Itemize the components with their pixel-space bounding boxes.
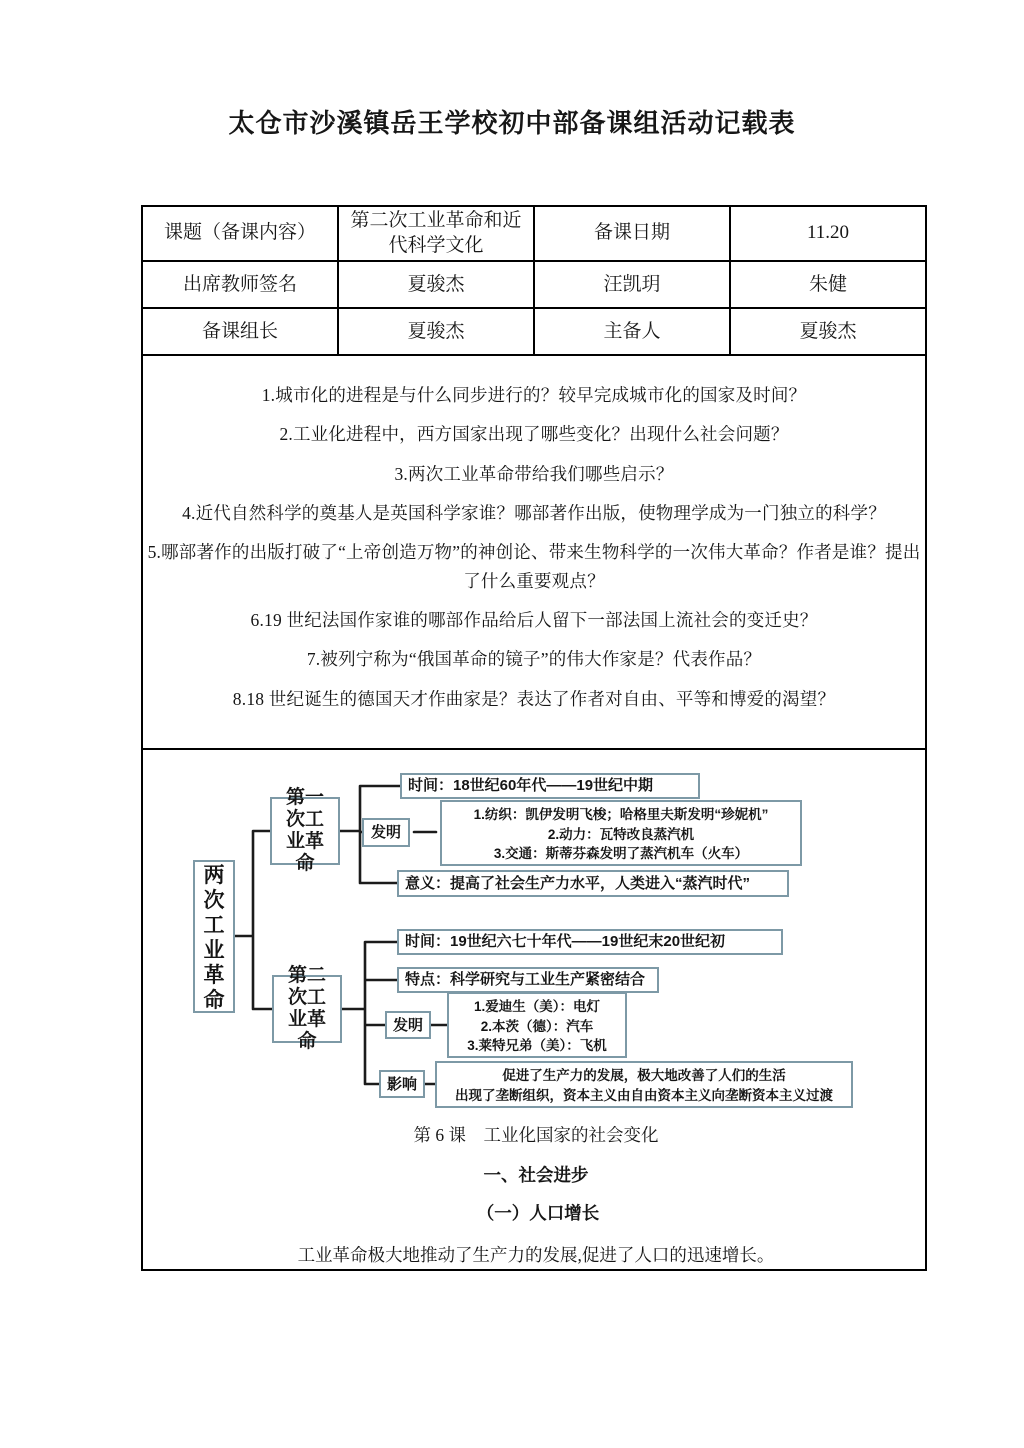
document-title: 太仓市沙溪镇岳王学校初中部备课组活动记载表 [228, 109, 796, 138]
cell-mainpreparer-label: 主备人 [534, 308, 730, 355]
question-8: 8.18 世纪诞生的德国天才作曲家是？表达了作者对自由、平等和博爱的渴望？ [232, 688, 836, 709]
cell-teachers-label: 出席教师签名 [142, 261, 338, 308]
cell-teacher-3: 朱健 [730, 261, 926, 308]
question-5: 5.哪部著作的出版打破了“上帝创造万物”的神创论、带来生物科学的一次伟大革命？作者是谁？提出了什么重要观点？ [147, 542, 921, 591]
questions-cell [142, 355, 926, 749]
diagram-root-node: 两次工业革命 [193, 860, 235, 1013]
cell-topic-label: 课题（备课内容） [142, 206, 338, 261]
lesson-section-title: 一、社会进步 [483, 1165, 589, 1186]
diagram-first-meaning-box: 意义：提高了社会生产力水平，人类进入“蒸汽时代” [397, 870, 789, 897]
question-1: 1.城市化的进程是与什么同步进行的？较早完成城市化的国家及时间？ [261, 384, 807, 405]
question-3: 3.两次工业革命带给我们哪些启示？ [394, 463, 674, 484]
record-table [141, 205, 927, 1271]
cell-mainpreparer-value: 夏骏杰 [730, 308, 926, 355]
content-cell [142, 749, 926, 1270]
question-6: 6.19 世纪法国作家谁的哪部作品给后人留下一部法国上流社会的变迁史？ [250, 609, 818, 630]
diagram-second-impact-2: 出现了垄断组织，资本主义由自由资本主义向垄断资本主义过渡 [455, 1087, 833, 1103]
table-row [142, 355, 926, 749]
diagram-second-revolution-node: 第二次工业革命 [272, 975, 342, 1043]
diagram-second-inventions-box [447, 992, 627, 1058]
question-7: 7.被列宁称为“俄国革命的镜子”的伟大作家是？代表作品？ [306, 649, 762, 670]
cell-teacher-1: 夏骏杰 [338, 261, 534, 308]
diagram-second-invention-1: 1.爱迪生（美）：电灯 [473, 999, 600, 1015]
diagram-first-invention-label: 发明 [362, 818, 410, 847]
industrial-revolutions-mindmap [147, 752, 883, 1114]
diagram-second-feature-box: 特点：科学研究与工业生产紧密结合 [397, 967, 659, 993]
lesson-subsection-title: （一）人口增长 [476, 1203, 600, 1224]
cell-topic-value: 第二次工业革命和近代科学文化 [338, 206, 534, 261]
diagram-first-invention-1: 1.纺织：凯伊发明飞梭；哈格里夫斯发明“珍妮机” [473, 807, 769, 823]
diagram-second-invention-label: 发明 [385, 1011, 431, 1039]
cell-groupleader-label: 备课组长 [142, 308, 338, 355]
diagram-second-impact-1: 促进了生产力的发展，极大地改善了人们的生活 [502, 1068, 786, 1084]
diagram-first-invention-2: 2.动力：瓦特改良蒸汽机 [547, 826, 695, 842]
cell-date-label: 备课日期 [534, 206, 730, 261]
diagram-second-impacts-box [435, 1061, 853, 1108]
diagram-first-invention-3: 3.交通：斯蒂芬森发明了蒸汽机车（火车） [493, 846, 749, 862]
table-row [142, 206, 926, 261]
diagram-second-invention-3: 3.莱特兄弟（美）：飞机 [467, 1038, 607, 1054]
cell-date-value: 11.20 [730, 206, 926, 261]
question-2: 2.工业化进程中，西方国家出现了哪些变化？出现什么社会问题？ [279, 424, 789, 445]
lesson-heading: 第 6 课 工业化国家的社会变化 [413, 1125, 659, 1146]
cell-groupleader-value: 夏骏杰 [338, 308, 534, 355]
diagram-first-inventions-box [440, 800, 802, 866]
table-row [142, 261, 926, 308]
question-4: 4.近代自然科学的奠基人是英国科学家谁？哪部著作出版，使物理学成为一门独立的科学？ [182, 502, 886, 523]
diagram-second-impact-label: 影响 [379, 1070, 425, 1098]
diagram-first-time-box: 时间：18世纪60年代——19世纪中期 [400, 773, 700, 799]
lesson-body-text: 工业革命极大地推动了生产力的发展,促进了人口的迅速增长。 [297, 1245, 775, 1266]
diagram-first-revolution-node: 第一次工业革命 [270, 797, 340, 865]
diagram-second-time-box: 时间：19世纪六七十年代——19世纪末20世纪初 [397, 929, 783, 955]
table-row [142, 308, 926, 355]
diagram-second-invention-2: 2.本茨（德）：汽车 [480, 1018, 594, 1034]
table-row [142, 749, 926, 1270]
cell-teacher-2: 汪凯玥 [534, 261, 730, 308]
